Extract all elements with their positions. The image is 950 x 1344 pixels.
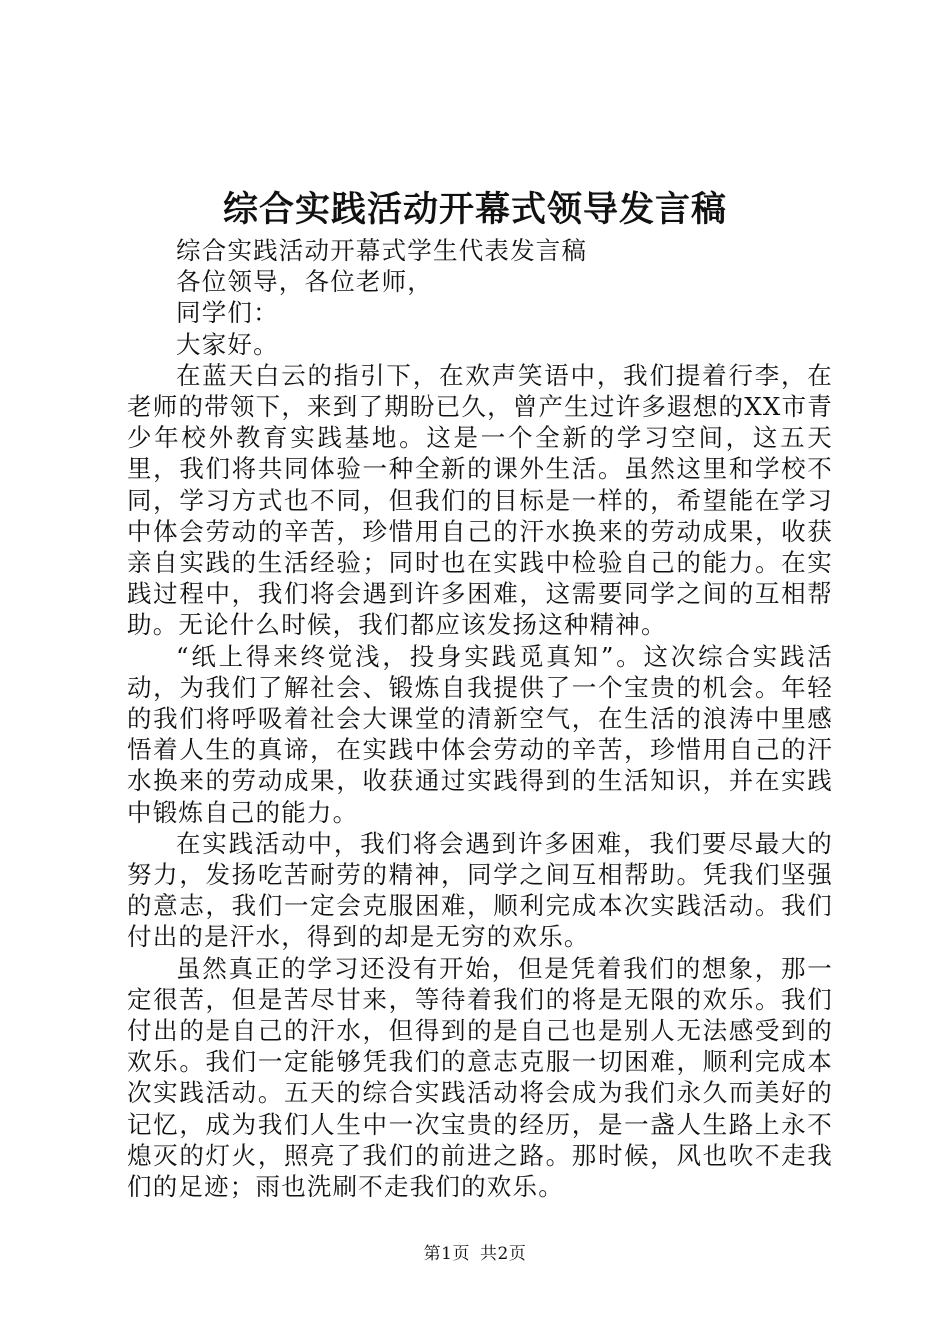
page-total: 共2页	[480, 1244, 527, 1264]
paragraph-body-2: “纸上得来终觉浅，投身实践觅真知”。这次综合实践活动，为我们了解社会、锻炼自我提供了一个宝贵的机会。年轻的我们将呼吸着社会大课堂的清新空气，在生活的浪涛中里感悟着人生的真谛，在实践中体会劳动的辛苦，珍惜用自己的汗水换来的劳动成果，收获通过实践得到的生活知识，并在实践中锻炼自己的能力。	[127, 641, 833, 827]
document-body	[127, 235, 833, 1202]
paragraph-body-1: 在蓝天白云的指引下，在欢声笑语中，我们提着行李，在老师的带领下，来到了期盼已久，曾产生过许多遐想的XX市青少年校外教育实践基地。这是一个全新的学习空间，这五天里，我们将共同体验一种全新的课外生活。虽然这里和学校不同，学习方式也不同，但我们的目标是一样的，希望能在学习中体会劳动的辛苦，珍惜用自己的汗水换来的劳动成果，收获亲自实践的生活经验；同时也在实践中检验自己的能力。在实践过程中，我们将会遇到许多困难，这需要同学之间的互相帮助。无论什么时候，我们都应该发扬这种精神。	[127, 360, 833, 640]
paragraph-salutation-2: 同学们：	[176, 298, 279, 328]
paragraph-body-4: 虽然真正的学习还没有开始，但是凭着我们的想象，那一定很苦，但是苦尽甘来，等待着我们的将是无限的欢乐。我们付出的是自己的汗水，但得到的是自己也是别人无法感受到的欢乐。我们一定能够凭我们的意志克服一切困难，顺利完成本次实践活动。五天的综合实践活动将会成为我们永久而美好的记忆，成为我们人生中一次宝贵的经历，是一盏人生路上永不熄灭的灯火，照亮了我们的前进之路。那时候，风也吹不走我们的足迹；雨也洗刷不走我们的欢乐。	[127, 953, 833, 1202]
paragraph-salutation-1: 各位领导，各位老师，	[176, 267, 433, 297]
paragraph-body-3: 在实践活动中，我们将会遇到许多困难，我们要尽最大的努力，发扬吃苦耐劳的精神，同学之间互相帮助。凭我们坚强的意志，我们一定会克服困难，顺利完成本次实践活动。我们付出的是汗水，得到的却是无穷的欢乐。	[127, 828, 833, 952]
page-footer	[0, 1242, 950, 1266]
paragraph-subtitle: 综合实践活动开幕式学生代表发言稿	[176, 236, 588, 265]
paragraph-greeting: 大家好。	[176, 329, 279, 359]
page-number: 第1页	[423, 1244, 470, 1264]
document-title: 综合实践活动开幕式领导发言稿	[222, 189, 727, 230]
